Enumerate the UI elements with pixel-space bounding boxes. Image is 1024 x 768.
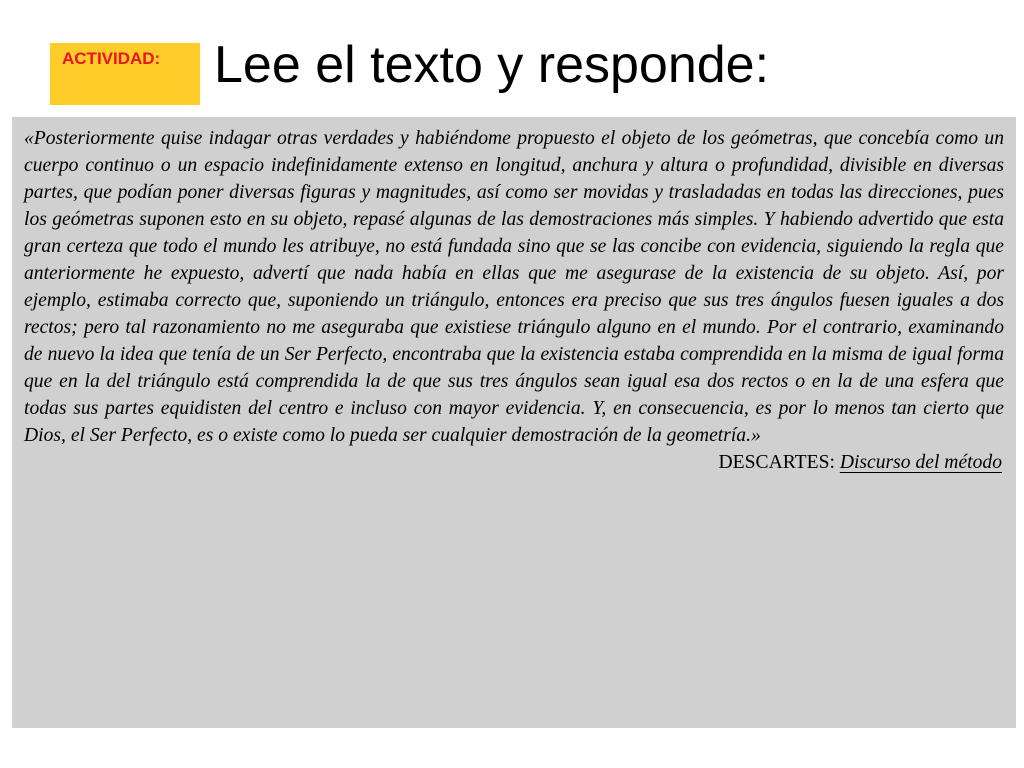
quote-attribution xyxy=(24,449,1004,476)
quote-panel xyxy=(12,117,1016,728)
quote-text: «Posteriormente quise indagar otras verdades y habiéndome propuesto el objeto de los geómetras, que concebía como un cuerpo continuo o un espacio indefinidamente extenso en longitud, anchura y altura o profundidad, divisible en diversas partes, que podían poner diversas figuras y magnitudes, así como ser movidas y trasladadas en todas las direcciones, pues los geómetras suponen esto en su objeto, repasé algunas de las demostraciones más simples. Y habiendo advertido que esta gran certeza que todo el mundo les atribuye, no está fundada sino que se las concibe con evidencia, siguiendo la regla que anteriormente he expuesto, advertí que nada había en ellas que me asegurase de la existencia de su objeto. Así, por ejemplo, estimaba correcto que, suponiendo un triángulo, entonces era preciso que sus tres ángulos fuesen iguales a dos rectos; pero tal razonamiento no me aseguraba que existiese triángulo alguno en el mundo. Por el contrario, examinando de nuevo la idea que tenía de un Ser Perfecto, encontraba que la existencia estaba comprendida en la misma de igual forma que en la del triángulo está comprendida la de que sus tres ángulos sean igual esa dos rectos o en la de una esfera que todas sus partes equidisten del centro e incluso con mayor evidencia. Y, en consecuencia, es por lo menos tan cierto que Dios, el Ser Perfecto, es o existe como lo pueda ser cualquier demostración de la geometría.» xyxy=(24,128,1004,446)
activity-badge xyxy=(50,43,200,105)
page-title: Lee el texto y responde: xyxy=(214,36,770,94)
quote-work-title: Discurso del método xyxy=(839,452,1002,473)
activity-badge-label: ACTIVIDAD: xyxy=(62,49,161,68)
quote-author: DESCARTES: xyxy=(718,452,835,473)
